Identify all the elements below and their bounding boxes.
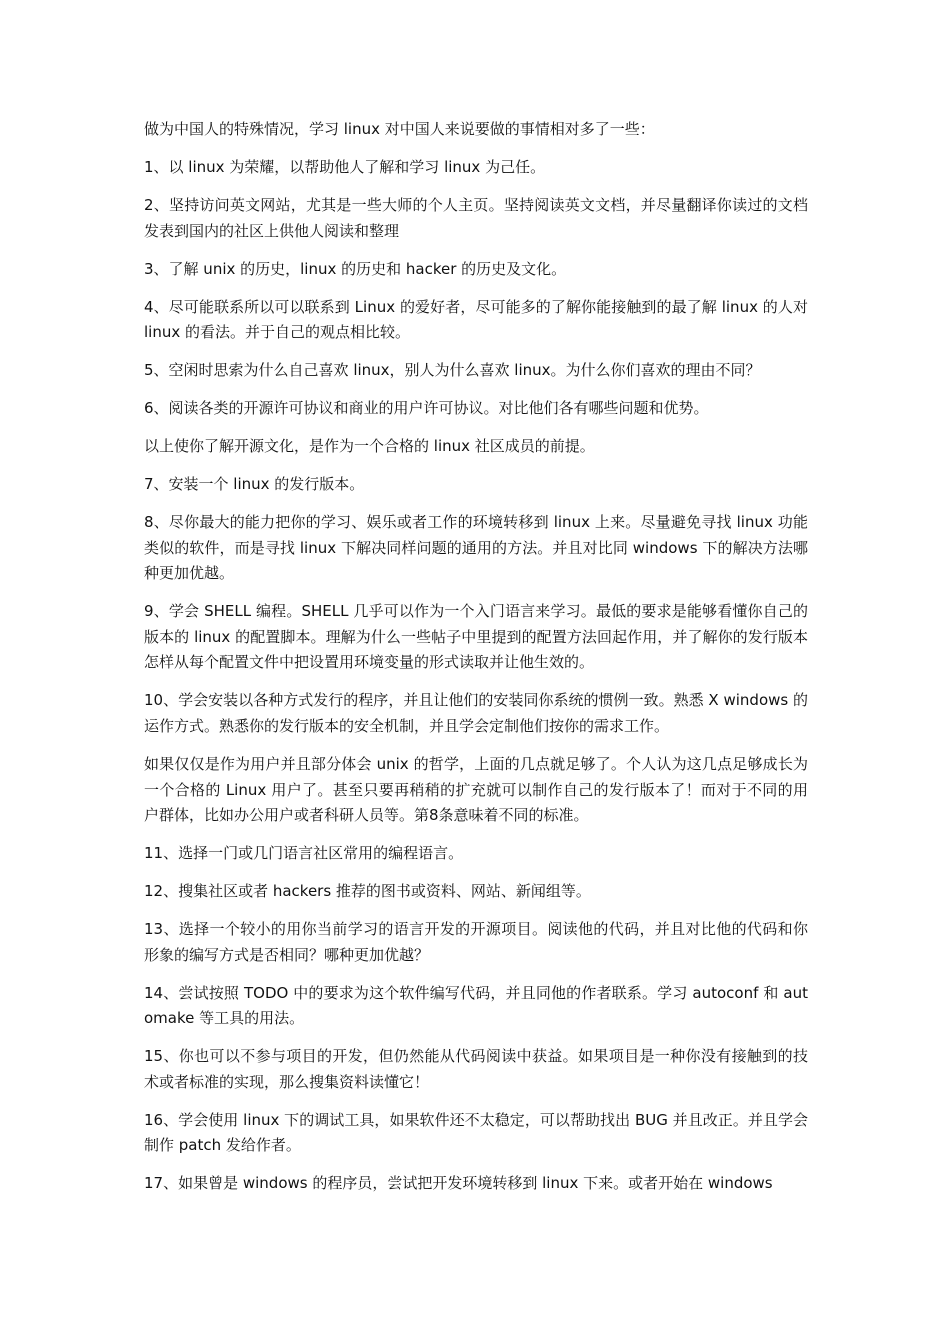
list-item-10: 10、学会安装以各种方式发行的程序，并且让他们的安装同你系统的惯例一致。熟悉 X windows 的运作方式。熟悉你的发行版本的安全机制，并且学会定制他们按你的需求工作。 bbox=[144, 691, 808, 735]
document-body bbox=[144, 117, 808, 1209]
list-item-6: 6、阅读各类的开源许可协议和商业的用户许可协议。对比他们各有哪些问题和优势。 bbox=[144, 399, 709, 418]
summary-paragraph-1: 以上使你了解开源文化，是作为一个合格的 linux 社区成员的前提。 bbox=[144, 437, 595, 456]
list-item-3: 3、了解 unix 的历史，linux 的历史和 hacker 的历史及文化。 bbox=[144, 259, 567, 278]
list-item-12: 12、搜集社区或者 hackers 推荐的图书或资料、网站、新闻组等。 bbox=[144, 882, 591, 901]
list-item-8: 8、尽你最大的能力把你的学习、娱乐或者工作的环境转移到 linux 上来。尽量避免寻找 linux 功能类似的软件，而是寻找 linux 下解决同样问题的通用的方法。并且对比同 windows 下的解决方法哪种更加优越。 bbox=[144, 513, 808, 583]
list-item-4: 4、尽可能联系所以可以联系到 Linux 的爱好者，尽可能多的了解你能接触到的最了解 linux 的人对 linux 的看法。并于自己的观点相比较。 bbox=[144, 297, 808, 342]
intro-paragraph: 做为中国人的特殊情况，学习 linux 对中国人来说要做的事情相对多了一些： bbox=[144, 120, 655, 138]
list-item-11: 11、选择一门或几门语言社区常用的编程语言。 bbox=[144, 844, 464, 863]
list-item-17: 17、如果曾是 windows 的程序员，尝试把开发环境转移到 linux 下来。或者开始在 windows bbox=[144, 1174, 773, 1193]
summary-paragraph-2: 如果仅仅是作为用户并且部分体会 unix 的哲学，上面的几点就足够了。个人认为这几点足够成长为一个合格的 Linux 用户了。甚至只要再稍稍的扩充就可以制作自己的发行版本了！而对于不同的用户群体，比如办公用户或者科研人员等。第8条意味着不同的标准。 bbox=[144, 754, 808, 825]
list-item-14: 14、尝试按照 TODO 中的要求为这个软件编写代码，并且同他的作者联系。学习 autoconf 和 automake 等工具的用法。 bbox=[144, 983, 808, 1028]
list-item-15: 15、你也可以不参与项目的开发，但仍然能从代码阅读中获益。如果项目是一种你没有接触到的技术或者标准的实现，那么搜集资料读懂它！ bbox=[144, 1047, 808, 1091]
list-item-9: 9、学会 SHELL 编程。SHELL 几乎可以作为一个入门语言来学习。最低的要求是能够看懂你自己的版本的 linux 的配置脚本。理解为什么一些帖子中里提到的配置方法回起作用，并了解你的发行版本怎样从每个配置文件中把设置用环境变量的形式读取并让他生效的。 bbox=[144, 602, 808, 672]
list-item-2: 2、坚持访问英文网站，尤其是一些大师的个人主页。坚持阅读英文文档，并尽量翻译你读过的文档发表到国内的社区上供他人阅读和整理 bbox=[144, 195, 808, 240]
list-item-16: 16、学会使用 linux 下的调试工具，如果软件还不太稳定，可以帮助找出 BUG 并且改正。并且学会制作 patch 发给作者。 bbox=[144, 1110, 808, 1155]
list-item-13: 13、选择一个较小的用你当前学习的语言开发的开源项目。阅读他的代码，并且对比他的代码和你形象的编写方式是否相同？哪种更加优越？ bbox=[144, 920, 808, 964]
list-item-1: 1、以 linux 为荣耀，以帮助他人了解和学习 linux 为己任。 bbox=[144, 157, 546, 176]
list-item-5: 5、空闲时思索为什么自己喜欢 linux，别人为什么喜欢 linux。为什么你们喜欢的理由不同？ bbox=[144, 361, 761, 380]
list-item-7: 7、安装一个 linux 的发行版本。 bbox=[144, 475, 365, 494]
